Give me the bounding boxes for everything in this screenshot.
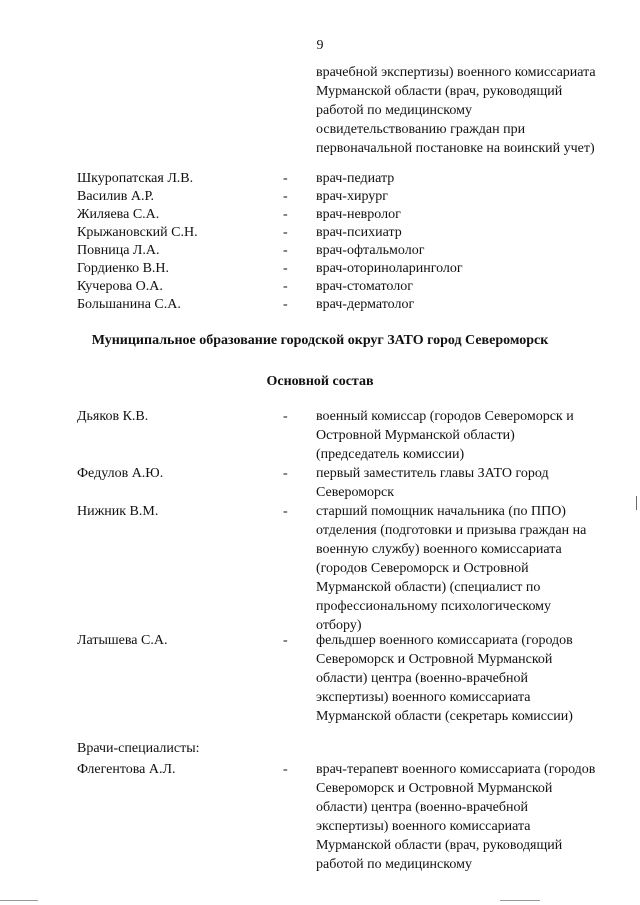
person-name: Гордиенко В.Н. (77, 261, 170, 276)
dash: - (283, 633, 288, 648)
dash: - (283, 243, 288, 258)
person-name: Повница Л.А. (77, 243, 160, 258)
person-name: Крыжановский С.Н. (77, 225, 198, 240)
scan-mark (500, 900, 540, 901)
dash: - (283, 504, 288, 519)
person-name: Большанина С.А. (77, 297, 181, 312)
person-role: фельдшер военного комиссариата (городов Североморск и Островной Мурманской области) центра (военно-врачебной экспертизы) военного комиссариата Мурманской области (секретарь комиссии) (316, 633, 573, 724)
person-name: Флегентова А.Л. (77, 762, 176, 777)
person-role: врач-хирург (316, 189, 389, 204)
section-heading: Основной состав (266, 374, 374, 389)
person-role: врач-психиатр (316, 225, 402, 240)
person-role: первый заместитель главы ЗАТО город Североморск (316, 466, 549, 500)
dash: - (283, 297, 288, 312)
dash: - (283, 409, 288, 424)
dash: - (283, 466, 288, 481)
scan-mark (0, 900, 38, 901)
person-name: Шкуропатская Л.В. (77, 171, 194, 186)
person-role: врач-терапевт военного комиссариата (городов Североморск и Островной Мурманской области) центра (военно-врачебной экспертизы) военного комиссариата Мурманской области (врач, руководящий работой по медицинскому (316, 762, 596, 872)
person-name: Федулов А.Ю. (77, 466, 164, 481)
dash: - (283, 279, 288, 294)
person-role: врач-оториноларинголог (316, 261, 463, 276)
page-number: 9 (316, 38, 324, 53)
scan-mark (636, 496, 637, 510)
person-name: Кучерова О.А. (77, 279, 163, 294)
person-name: Нижник В.М. (77, 504, 159, 519)
person-role: врач-невролог (316, 207, 401, 222)
person-role: врач-дерматолог (316, 297, 415, 312)
person-name: Латышева С.А. (77, 633, 168, 648)
dash: - (283, 225, 288, 240)
dash: - (283, 207, 288, 222)
dash: - (283, 189, 288, 204)
person-name: Дьяков К.В. (77, 409, 149, 424)
specialists-label: Врачи-специалисты: (77, 741, 200, 756)
dash: - (283, 261, 288, 276)
person-role: военный комиссар (городов Североморск и Островной Мурманской области) (председатель комиссии) (316, 409, 574, 462)
person-name: Василив А.Р. (77, 189, 154, 204)
person-name: Жиляева С.А. (77, 207, 160, 222)
person-role: врач-офтальмолог (316, 243, 425, 258)
municipality-heading: Муниципальное образование городской округ ЗАТО город Североморск (91, 333, 549, 348)
dash: - (283, 762, 288, 777)
dash: - (283, 171, 288, 186)
person-role: врач-педиатр (316, 171, 395, 186)
person-role: старший помощник начальника (по ППО) отделения (подготовки и призыва граждан на военную службу) военного комиссариата (городов Североморск и Островной Мурманской области) (специалист по профессиональному психологическому отбору) (316, 504, 587, 633)
person-role: врач-стоматолог (316, 279, 413, 294)
continuation-text: врачебной экспертизы) военного комиссариата Мурманской области (врач, руководящий работой по медицинскому освидетельствованию граждан при первоначальной постановке на воинский учет) (316, 65, 596, 156)
